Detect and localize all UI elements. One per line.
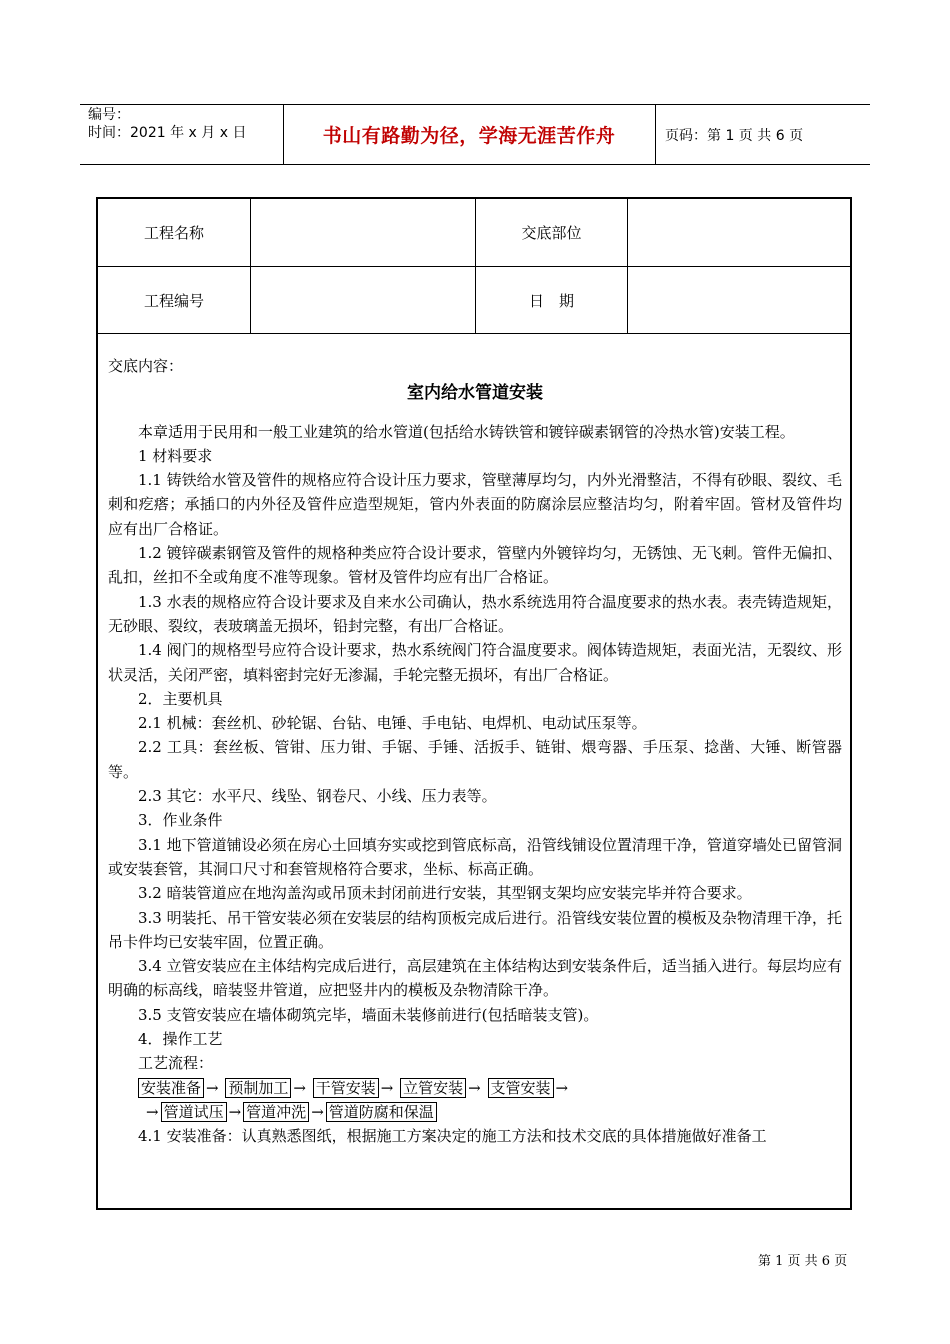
paragraph: 本章适用于民用和一般工业建筑的给水管道(包括给水铸铁管和镀锌碳素钢管的冷热水管)安装工程。 bbox=[138, 422, 795, 441]
flow-step: 支管安装 bbox=[488, 1078, 554, 1098]
date-value[interactable] bbox=[628, 267, 850, 333]
header-divider-right bbox=[655, 104, 656, 164]
flow-step: 安装准备 bbox=[138, 1078, 204, 1098]
flow-step: 管道冲洗 bbox=[243, 1102, 309, 1122]
arrow-icon: → bbox=[293, 1078, 306, 1097]
project-name-value[interactable] bbox=[251, 199, 475, 266]
arrow-icon: → bbox=[228, 1102, 242, 1121]
flow-step: 预制加工 bbox=[225, 1078, 291, 1098]
content-label: 交底内容： bbox=[108, 357, 184, 375]
flow-step: 管道防腐和保温 bbox=[326, 1102, 437, 1122]
code-label: 编号： bbox=[88, 107, 130, 123]
handover-part-label: 交底部位 bbox=[521, 224, 582, 242]
paragraph: 1.2 镀锌碳素钢管及管件的规格种类应符合设计要求，管壁内外镀锌均匀，无锈蚀、无飞刺。管件无偏扣、乱扣，丝扣不全或角度不准等现象。管材及管件均应有出厂合格证。 bbox=[108, 544, 842, 587]
arrow-icon: → bbox=[206, 1078, 219, 1097]
paragraph: 4.1 安装准备：认真熟悉图纸，根据施工方案决定的施工方法和技术交底的具体措施做好准备工 bbox=[138, 1127, 767, 1146]
paragraph: 3.4 立管安装应在主体结构完成后进行，高层建筑在主体结构达到安装条件后，适当插入进行。每层均应有明确的标高线，暗装竖井管道，应把竖井内的模板及杂物清除干净。 bbox=[108, 957, 842, 1000]
paragraph: 4．操作工艺 bbox=[138, 1030, 223, 1049]
paragraph: 1.3 水表的规格应符合设计要求及自来水公司确认，热水系统选用符合温度要求的热水表。表壳铸造规矩，无砂眼、裂纹，表玻璃盖无损坏，铅封完整，有出厂合格证。 bbox=[108, 592, 842, 635]
paragraph: 3.3 明装托、吊干管安装必须在安装层的结构顶板完成后进行。沿管线安装位置的模板及杂物清理干净，托吊卡件均已安装牢固，位置正确。 bbox=[108, 908, 842, 951]
project-no-label: 工程编号 bbox=[143, 291, 204, 310]
flow-step: 立管安装 bbox=[400, 1078, 466, 1098]
arrow-icon: → bbox=[380, 1078, 394, 1097]
header-meta bbox=[88, 106, 246, 142]
arrow-icon: → bbox=[555, 1078, 569, 1097]
row-divider-2 bbox=[98, 333, 850, 334]
process-flow-line-1 bbox=[108, 1076, 842, 1100]
header-top-rule bbox=[80, 104, 870, 105]
arrow-icon: → bbox=[468, 1078, 481, 1097]
paragraph: 1 材料要求 bbox=[138, 446, 213, 465]
handover-content bbox=[108, 354, 842, 1149]
header-page-number: 页码：第 1 页 共 6 页 bbox=[665, 128, 804, 144]
header-bottom-rule bbox=[80, 164, 870, 165]
content-title: 室内给水管道安装 bbox=[407, 383, 543, 404]
process-flow-line-2 bbox=[108, 1100, 842, 1124]
paragraph: 3.2 暗装管道应在地沟盖沟或吊顶未封闭前进行安装，其型钢支架均应安装完毕并符合要求。 bbox=[138, 884, 752, 903]
header-slogan: 书山有路勤为径，学海无涯苦作舟 bbox=[322, 125, 616, 147]
paragraph: 3.1 地下管道铺设必须在房心土回填夯实或挖到管底标高，沿管线铺设位置清理干净，管道穿墙处已留管洞或安装套管，其洞口尺寸和套管规格符合要求，坐标、标高正确。 bbox=[108, 835, 842, 878]
flow-step: 管道试压 bbox=[161, 1102, 227, 1122]
paragraph: 2.3 其它：水平尺、线坠、钢卷尺、小线、压力表等。 bbox=[138, 787, 497, 806]
paragraph: 3．作业条件 bbox=[138, 811, 223, 830]
arrow-icon: → bbox=[146, 1102, 159, 1121]
paragraph: 1.1 铸铁给水管及管件的规格应符合设计压力要求，管壁薄厚均匀，内外光滑整洁，不得有砂眼、裂纹、毛刺和疙瘩；承插口的内外径及管件应造型规矩，管内外表面的防腐涂层应整洁均匀，附着牢固。管材及管件均应有出厂合格证。 bbox=[108, 471, 842, 538]
project-name-label: 工程名称 bbox=[143, 224, 204, 242]
time-label: 时间：2021 年 x 月 x 日 bbox=[88, 125, 247, 141]
arrow-icon: → bbox=[311, 1102, 324, 1121]
paragraph: 2．主要机具 bbox=[138, 689, 223, 708]
paragraph: 3.5 支管安装应在墙体砌筑完毕，墙面未装修前进行(包括暗装支管)。 bbox=[138, 1005, 599, 1024]
date-label: 日 期 bbox=[528, 291, 574, 310]
paragraph: 2.1 机械：套丝机、砂轮锯、台钻、电锤、手电钻、电焊机、电动试压泵等。 bbox=[138, 714, 647, 733]
handover-form bbox=[96, 197, 852, 1210]
footer-page-number: 第 1 页 共 6 页 bbox=[758, 1254, 848, 1269]
project-no-value[interactable] bbox=[251, 267, 475, 333]
paragraph: 工艺流程： bbox=[138, 1054, 214, 1073]
paragraph: 1.4 阀门的规格型号应符合设计要求，热水系统阀门符合温度要求。阀体铸造规矩，表面光洁，无裂纹、形状灵活，关闭严密，填料密封完好无渗漏，手轮完整无损坏，有出厂合格证。 bbox=[108, 641, 842, 684]
flow-step: 干管安装 bbox=[313, 1078, 379, 1098]
paragraph: 2.2 工具：套丝板、管钳、压力钳、手锯、手锤、活扳手、链钳、煨弯器、手压泵、捻凿、大锤、断管器等。 bbox=[108, 738, 842, 781]
handover-part-value[interactable] bbox=[628, 199, 850, 266]
